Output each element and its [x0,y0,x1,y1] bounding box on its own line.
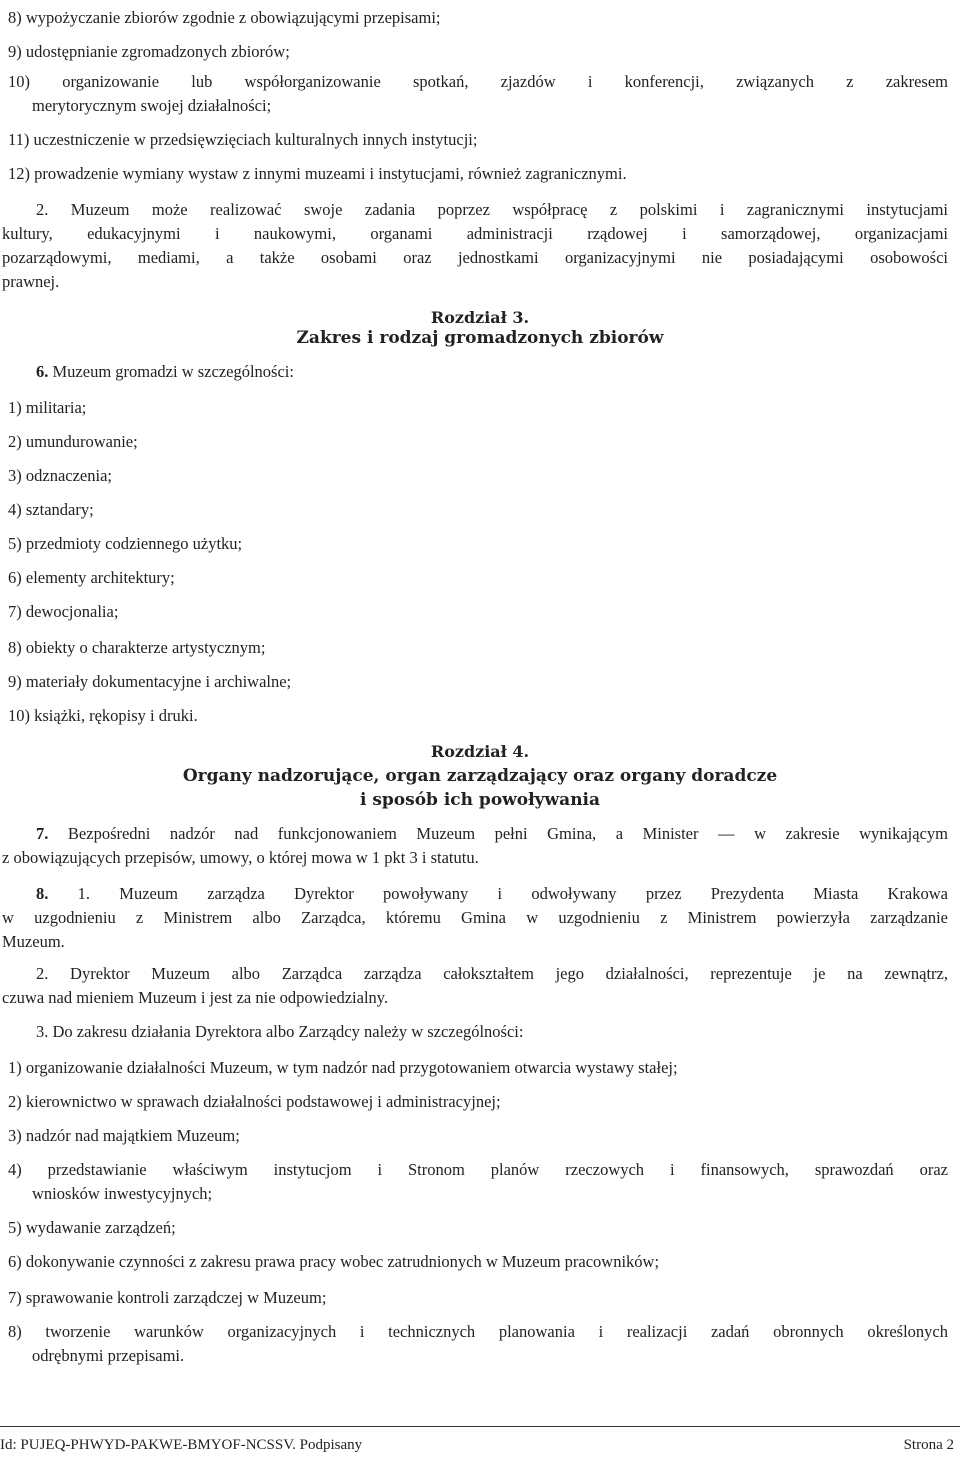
list-item: 4) sztandary; [8,500,94,519]
chapter-subtitle: Zakres i rodzaj gromadzonych zbiorów [296,328,664,348]
chapter-subtitle: i sposób ich powoływania [359,790,601,810]
list-item: 8) wypożyczanie zbiorów zgodnie z obowiązującymi przepisami; [8,8,441,27]
list-item: 5) wydawanie zarządzeń; [8,1218,176,1237]
list-item: 3) nadzór nad majątkiem Muzeum; [8,1126,240,1145]
list-item: 9) udostępnianie zgromadzonych zbiorów; [8,42,290,61]
list-item: 11) uczestniczenie w przedsięwzięciach kulturalnych innych instytucji; [8,130,478,149]
list-item: 3) odznaczenia; [8,466,112,485]
paragraph-line: czuwa nad mieniem Muzeum i jest za nie odpowiedzialny. [2,988,389,1007]
chapter-subtitle: Organy nadzorujące, organ zarządzający oraz organy doradcze [182,766,778,786]
paragraph-line: 8. 1. Muzeum zarządza Dyrektor powoływany i odwoływany przez Prezydenta Miasta Krakowa [36,884,948,903]
paragraph-line: z obowiązujących przepisów, umowy, o której mowa w 1 pkt 3 i statutu. [2,848,479,867]
list-item: 7) sprawowanie kontroli zarządczej w Muzeum; [8,1288,327,1307]
list-item: 1) militaria; [8,398,87,417]
paragraph-heading: 6. Muzeum gromadzi w szczególności: [36,362,294,381]
list-item: 5) przedmioty codziennego użytku; [8,534,243,553]
paragraph-line: 7. Bezpośredni nadzór nad funkcjonowaniem Muzeum pełni Gmina, a Minister — w zakresie wynikającym [36,824,948,843]
footer-divider [0,1426,960,1427]
document-id: Id: PUJEQ-PHWYD-PAKWE-BMYOF-NCSSV. Podpisany [0,1437,363,1453]
list-item: 10) książki, rękopisy i druki. [8,706,198,725]
chapter-title: Rozdział 3. [430,308,530,327]
paragraph-line: 2. Dyrektor Muzeum albo Zarządca zarządza całokształtem jego działalności, reprezentuje je na zewnątrz, [36,964,948,983]
paragraph-line: prawnej. [2,272,60,291]
list-item: 2) kierownictwo w sprawach działalności podstawowej i administracyjnej; [8,1092,501,1111]
list-item: 9) materiały dokumentacyjne i archiwalne; [8,672,292,691]
paragraph-line: 3. Do zakresu działania Dyrektora albo Zarządcy należy w szczególności: [36,1022,524,1041]
paragraph-line: pozarządowymi, mediami, a także osobami oraz jednostkami organizacyjnymi nie posiadającymi osobowości [2,248,948,267]
list-item: 2) umundurowanie; [8,432,138,451]
list-item: 6) elementy architektury; [8,568,175,587]
paragraph-line: Muzeum. [2,932,65,951]
list-item: 6) dokonywanie czynności z zakresu prawa pracy wobec zatrudnionych w Muzeum pracowników; [8,1252,660,1271]
list-item-continuation: merytorycznym swojej działalności; [32,96,272,115]
paragraph-line: w uzgodnieniu z Ministrem albo Zarządca, któremu Gmina w uzgodnieniu z Ministrem powierzyła zarządzanie [2,908,948,927]
paragraph-number: 6. [36,362,49,381]
paragraph-number: 8. [36,884,49,903]
list-item: 4) przedstawianie właściwym instytucjom i Stronom planów rzeczowych i finansowych, sprawozdań oraz [8,1160,948,1179]
list-item: 1) organizowanie działalności Muzeum, w tym nadzór nad przygotowaniem otwarcia wystawy stałej; [8,1058,678,1077]
list-item-continuation: wniosków inwestycyjnych; [32,1184,213,1203]
paragraph-number: 7. [36,824,49,843]
chapter-title: Rozdział 4. [430,742,530,761]
list-item-continuation: odrębnymi przepisami. [32,1346,185,1365]
list-item: 8) tworzenie warunków organizacyjnych i technicznych planowania i realizacji zadań obronnych określonych [8,1322,948,1341]
page-number: Strona 2 [903,1437,954,1453]
list-item: 12) prowadzenie wymiany wystaw z innymi muzeami i instytucjami, również zagranicznymi. [8,164,627,183]
list-item: 10) organizowanie lub współorganizowanie spotkań, zjazdów i konferencji, związanych z zakresem [8,72,948,91]
paragraph-line: kultury, edukacyjnymi i naukowymi, organami administracji rządowej i samorządowej, organizacjami [2,224,948,243]
list-item: 8) obiekty o charakterze artystycznym; [8,638,266,657]
paragraph-line: 2. Muzeum może realizować swoje zadania poprzez współpracę z polskimi i zagranicznymi instytucjami [36,200,948,219]
list-item: 7) dewocjonalia; [8,602,119,621]
